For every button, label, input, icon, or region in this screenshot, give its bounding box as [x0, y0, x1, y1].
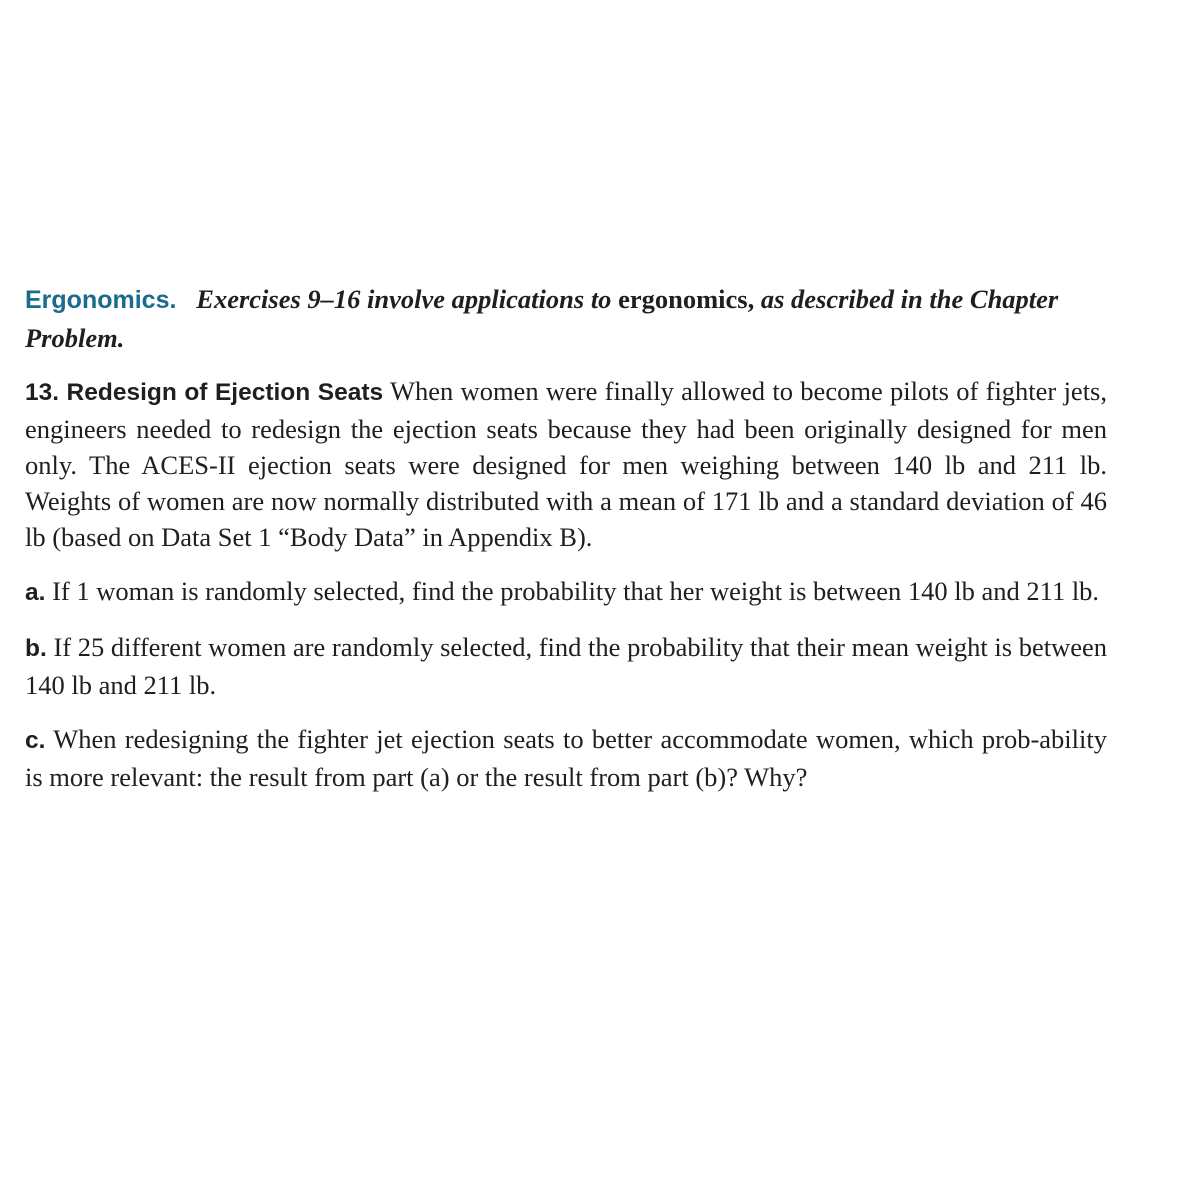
part-label: b. [25, 635, 47, 662]
textbook-page [25, 280, 1107, 813]
section-heading [25, 280, 1107, 357]
section-intro-emphasis: ergonomics, [618, 284, 755, 314]
section-intro [25, 284, 1058, 353]
exercise-title: 13. Redesign of Ejection Seats [25, 379, 384, 406]
part-text: When redesigning the fighter jet ejection seats to better accommodate women, which prob-ability is more relevant: the result from part (a) or the result from part (b)? Why? [25, 724, 1107, 792]
section-intro-text-b: as described in the Chapter Problem. [25, 284, 1059, 353]
part-label: a. [25, 579, 46, 606]
part-text: If 25 different women are randomly selected, find the probability that their mean weight is between 140 lb and 211 lb. [25, 632, 1108, 700]
exercise-part-a [25, 573, 1107, 611]
section-intro-text-a: Exercises 9–16 involve applications to [196, 284, 612, 314]
exercise-part-b [25, 629, 1107, 703]
part-text: If 1 woman is randomly selected, find the probability that her weight is between 140 lb and 211 lb. [52, 576, 1100, 606]
exercise-body: When women were finally allowed to become pilots of fighter jets, engineers needed to redesign the ejection seats because they had been originally designed for men only. The ACES-II ejection seats were designed for men weighing between 140 lb and 211 lb. Weights of women are now normally distributed with a mean of 171 lb and a standard deviation of 46 lb (based on Data Set 1 “Body Data” in Appendix B). [25, 376, 1107, 552]
exercise-part-c [25, 721, 1107, 795]
exercise-statement [25, 373, 1107, 555]
part-label: c. [25, 727, 46, 754]
section-label: Ergonomics. [25, 286, 177, 314]
